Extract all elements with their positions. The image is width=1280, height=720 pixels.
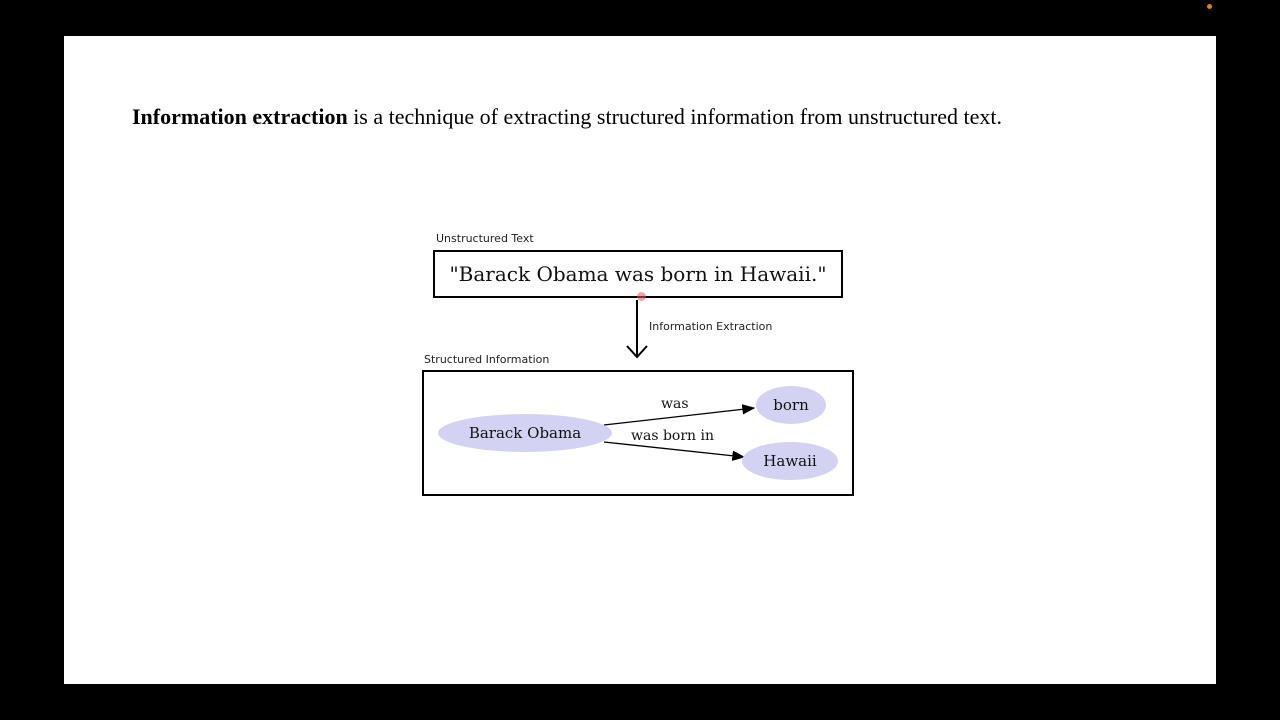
edge-was-born-in [604,442,744,457]
node-hawaii-label: Hawaii [763,452,817,470]
recording-indicator-dot [1207,4,1212,9]
slide-headline [132,104,1002,130]
node-barack-obama [438,414,612,452]
edge-label-was: was [661,396,689,412]
unstructured-text-label: Unstructured Text [436,232,534,245]
node-born-label: born [773,396,809,414]
structured-information-label: Structured Information [424,353,550,366]
pointer-highlight [637,292,646,301]
node-born [756,386,826,424]
unstructured-text-box [433,250,843,298]
structured-information-box [422,370,854,496]
example-sentence: "Barack Obama was born in Hawaii." [449,262,827,286]
node-barack-obama-label: Barack Obama [468,424,582,442]
slide [64,36,1216,684]
headline-term: Information extraction [132,104,348,129]
extraction-arrow-icon [624,298,652,362]
headline-definition: is a technique of extracting structured information from unstructured text. [347,104,1002,129]
information-extraction-label: Information Extraction [649,320,773,333]
node-hawaii [742,442,838,480]
edge-label-was-born-in: was born in [631,428,715,444]
